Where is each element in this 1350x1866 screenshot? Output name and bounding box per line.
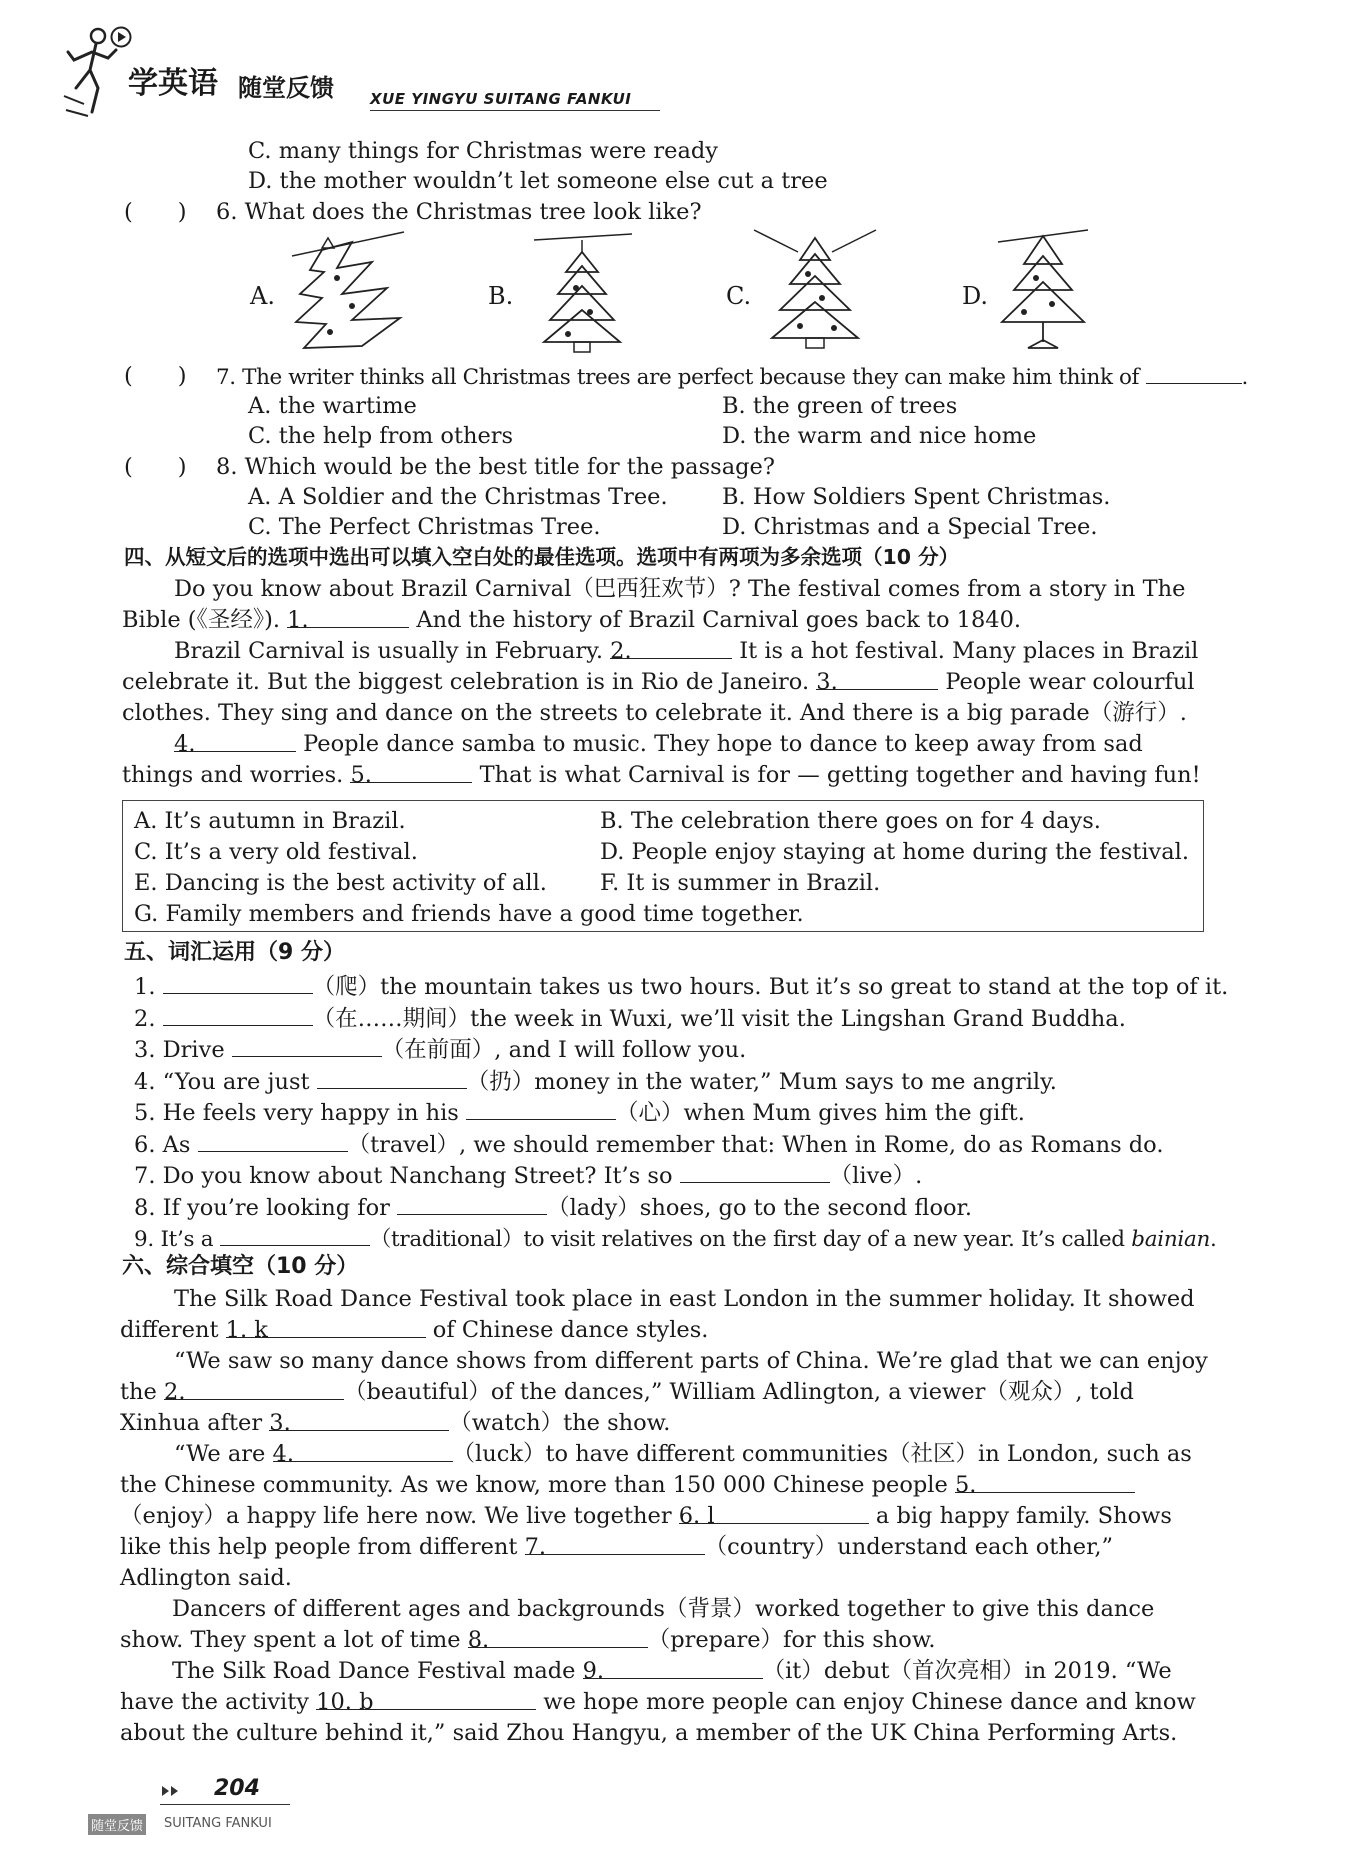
s5-answer-blank[interactable] xyxy=(232,1034,382,1057)
q8-option-b: B. How Soldiers Spent Christmas. xyxy=(722,484,1111,510)
s5-answer-blank[interactable] xyxy=(317,1066,467,1089)
section5-heading: 五、词汇运用（9 分） xyxy=(124,940,345,965)
s5-item-suffix: （心）when Mum gives him the gift. xyxy=(616,1100,1025,1126)
q8-option-a: A. A Soldier and the Christmas Tree. xyxy=(248,484,668,510)
q6-paren: ( ) xyxy=(124,199,187,225)
s5-item-prefix: 5. He feels very happy in his xyxy=(134,1100,467,1126)
s4-text: It is a hot festival. Many places in Brazil xyxy=(732,638,1199,664)
s4-option-b: B. The celebration there goes on for 4 days. xyxy=(600,808,1101,834)
blank-number: 9. xyxy=(582,1658,605,1684)
s6-line8 xyxy=(120,1501,1172,1531)
q7-stem-text: 7. The writer thinks all Christmas trees are perfect because they can make him think of xyxy=(216,365,1140,390)
s6-line7 xyxy=(120,1470,1135,1500)
blank-number: 3. xyxy=(816,669,838,695)
s5-item-prefix: 2. xyxy=(134,1005,163,1032)
s6-text: a big happy family. Shows xyxy=(868,1503,1172,1529)
s5-item xyxy=(134,1003,1126,1034)
s4-p1-line2 xyxy=(122,605,1021,635)
s5-item xyxy=(134,1097,1025,1128)
s6-blank-4[interactable] xyxy=(272,1439,453,1467)
s5-item-prefix: 9. It’s a xyxy=(134,1227,220,1252)
s4-blank-1[interactable] xyxy=(287,605,409,633)
s5-italic-term: bainian xyxy=(1131,1227,1211,1252)
s6-blank-3[interactable] xyxy=(269,1408,449,1436)
q8-paren: ( ) xyxy=(124,454,187,480)
s5-item xyxy=(134,1129,1163,1160)
s6-text: （country）understand each other,” xyxy=(704,1534,1114,1560)
s6-text: （beautiful）of the dances,” William Adlington, a viewer（观众）, told xyxy=(344,1379,1134,1405)
s5-item-suffix: （travel）, we should remember that: When in Rome, do as Romans do. xyxy=(347,1131,1164,1158)
s5-answer-blank[interactable] xyxy=(397,1192,547,1215)
s6-text: the Chinese community. As we know, more than 150 000 Chinese people xyxy=(120,1472,955,1498)
s5-answer-blank[interactable] xyxy=(198,1129,348,1152)
christmas-tree-c-icon xyxy=(750,224,880,359)
s5-item-prefix: 4. “You are just xyxy=(134,1068,317,1095)
s6-blank-1[interactable] xyxy=(225,1315,426,1343)
q7-option-a: A. the wartime xyxy=(248,393,417,419)
s5-answer-blank[interactable] xyxy=(163,1003,313,1026)
s4-text: That is what Carnival is for — getting together and having fun! xyxy=(472,762,1201,788)
footer-label-en: SUITANG FANKUI xyxy=(164,1816,272,1831)
s4-p1-line1: Do you know about Brazil Carnival（巴西狂欢节）? The festival comes from a story in The xyxy=(174,576,1186,602)
s4-text: things and worries. xyxy=(122,762,351,788)
s4-text: People dance samba to music. They hope to dance to keep away from sad xyxy=(296,731,1143,757)
s6-text: the xyxy=(120,1379,165,1405)
q7-paren: ( ) xyxy=(124,363,187,389)
s6-text: （watch）the show. xyxy=(449,1410,671,1436)
s6-line15: about the culture behind it,” said Zhou Hangyu, a member of the UK China Performing Arts. xyxy=(120,1720,1178,1746)
blank-number: 4. xyxy=(272,1441,294,1467)
s6-text: show. They spent a lot of time xyxy=(120,1627,468,1653)
s6-line3: “We saw so many dance shows from different parts of China. We’re glad that we can enjoy xyxy=(174,1348,1208,1374)
q7-stem-end: . xyxy=(1241,365,1248,390)
blank-number: 3. xyxy=(269,1410,291,1436)
s4-option-g: G. Family members and friends have a good time together. xyxy=(134,901,804,927)
s4-option-e: E. Dancing is the best activity of all. xyxy=(134,870,547,896)
s6-text: have the activity xyxy=(120,1689,317,1715)
s5-item-suffix: （爬）the mountain takes us two hours. But it’s so great to stand at the top of it. xyxy=(312,974,1229,1000)
blank-number: 1. k xyxy=(225,1317,268,1343)
s6-blank-6[interactable] xyxy=(678,1501,869,1529)
s6-blank-9[interactable] xyxy=(582,1656,763,1684)
tree-label-a: A. xyxy=(250,282,275,310)
s4-blank-3[interactable] xyxy=(816,667,938,695)
s5-answer-blank[interactable] xyxy=(163,971,313,994)
s5-item-suffix: （live）. xyxy=(829,1163,923,1189)
s4-option-c: C. It’s a very old festival. xyxy=(134,839,418,865)
s6-text: （luck）to have different communities（社区）in London, such as xyxy=(452,1441,1192,1467)
s4-text: And the history of Brazil Carnival goes back to 1840. xyxy=(409,607,1022,633)
section6-heading: 六、综合填空（10 分） xyxy=(122,1254,359,1279)
s4-option-d: D. People enjoy staying at home during the festival. xyxy=(600,839,1189,865)
s5-item xyxy=(134,1223,1217,1255)
s6-line10: Adlington said. xyxy=(120,1565,292,1591)
s4-option-a: A. It’s autumn in Brazil. xyxy=(134,808,406,834)
s5-item-prefix: 1. xyxy=(134,974,163,1000)
s5-item xyxy=(134,1192,972,1223)
s4-p2-line3: clothes. They sing and dance on the streets to celebrate it. And there is a big parade（游行）. xyxy=(122,700,1187,726)
s6-text: The Silk Road Dance Festival made xyxy=(172,1658,583,1684)
s5-item xyxy=(134,1160,922,1191)
s4-blank-2[interactable] xyxy=(610,636,732,664)
header-title: 学英语 xyxy=(128,66,218,101)
s6-text: of Chinese dance styles. xyxy=(425,1317,709,1343)
s6-text: （it）debut（首次亮相）in 2019. “We xyxy=(762,1658,1172,1684)
s5-answer-blank[interactable] xyxy=(466,1097,616,1120)
s6-text: （enjoy）a happy life here now. We live together xyxy=(120,1503,679,1529)
q7-stem xyxy=(216,361,1248,393)
s4-p3-line1 xyxy=(174,729,1143,759)
s6-text: （prepare）for this show. xyxy=(647,1627,936,1653)
s6-line9 xyxy=(120,1532,1113,1562)
s5-item-end: . xyxy=(1210,1227,1217,1252)
s5-item-prefix: 3. Drive xyxy=(134,1037,232,1063)
s6-text: like this help people from different xyxy=(120,1534,525,1560)
blank-number: 7. xyxy=(524,1534,547,1560)
page-number: 204 xyxy=(214,1776,260,1801)
q6-stem: 6. What does the Christmas tree look like? xyxy=(216,199,702,225)
s6-text: “We are xyxy=(174,1441,273,1467)
blank-number: 2. xyxy=(164,1379,186,1405)
christmas-tree-a-icon xyxy=(282,228,412,358)
s5-item xyxy=(134,1034,746,1065)
q7-option-d: D. the warm and nice home xyxy=(722,423,1037,449)
s5-item-prefix: 6. As xyxy=(134,1131,198,1158)
s4-text: Bible (《圣经》). xyxy=(122,607,288,633)
tree-label-b: B. xyxy=(488,282,514,310)
s4-text: Brazil Carnival is usually in February. xyxy=(174,638,611,664)
s4-text: People wear colourful xyxy=(938,669,1195,695)
q8-stem: 8. Which would be the best title for the passage? xyxy=(216,454,775,480)
s4-p2-line1 xyxy=(174,636,1198,666)
blank-number: 8. xyxy=(467,1627,490,1653)
s6-line13 xyxy=(172,1656,1172,1686)
footer-rule xyxy=(160,1804,290,1805)
blank-number: 4. xyxy=(174,731,196,757)
tree-label-c: C. xyxy=(726,282,752,310)
s6-line6 xyxy=(174,1439,1192,1469)
q8-option-c: C. The Perfect Christmas Tree. xyxy=(248,514,601,540)
s6-line14 xyxy=(120,1687,1196,1717)
footer-label-cn: 随堂反馈 xyxy=(88,1814,146,1835)
blank-number: 5. xyxy=(954,1472,977,1498)
play-icon xyxy=(110,26,132,48)
s5-item-suffix: （traditional）to visit relatives on the first day of a new year. It’s called xyxy=(369,1227,1132,1252)
s6-blank-8[interactable] xyxy=(467,1625,648,1653)
q7-option-c: C. the help from others xyxy=(248,423,514,449)
tree-label-d: D. xyxy=(962,282,989,310)
q8-option-d: D. Christmas and a Special Tree. xyxy=(722,514,1098,540)
s6-text: different xyxy=(120,1317,226,1343)
s5-item-suffix: （在前面）, and I will follow you. xyxy=(381,1037,747,1063)
christmas-tree-b-icon xyxy=(528,228,638,358)
s4-p3-line2 xyxy=(122,760,1201,790)
s5-item xyxy=(134,1066,1057,1097)
s6-line5 xyxy=(120,1408,670,1438)
s6-line1: The Silk Road Dance Festival took place in east London in the summer holiday. It showed xyxy=(174,1286,1195,1312)
header-subtitle-en: XUE YINGYU SUITANG FANKUI xyxy=(370,90,632,108)
s6-line12 xyxy=(120,1625,936,1655)
q7-answer-blank[interactable] xyxy=(1146,361,1242,384)
s4-option-f: F. It is summer in Brazil. xyxy=(600,870,881,896)
s5-answer-blank[interactable] xyxy=(220,1223,370,1246)
q7-option-b: B. the green of trees xyxy=(722,393,958,419)
double-arrow-icon xyxy=(160,1784,182,1798)
s5-item-prefix: 8. If you’re looking for xyxy=(134,1194,398,1221)
blank-number: 2. xyxy=(610,638,632,664)
blank-number: 5. xyxy=(350,762,372,788)
s5-item-suffix: （扔）money in the water,” Mum says to me angrily. xyxy=(466,1068,1057,1095)
header-rule xyxy=(370,110,660,111)
s5-item-suffix: （在……期间）the week in Wuxi, we’ll visit the Lingshan Grand Buddha. xyxy=(312,1005,1126,1032)
s5-item-suffix: （lady）shoes, go to the second floor. xyxy=(547,1194,972,1221)
q5-option-d: D. the mother wouldn’t let someone else cut a tree xyxy=(248,168,828,194)
q5-option-c: C. many things for Christmas were ready xyxy=(248,138,719,164)
s6-blank-10[interactable] xyxy=(316,1687,536,1715)
s6-line4 xyxy=(120,1377,1134,1407)
s5-answer-blank[interactable] xyxy=(680,1160,830,1183)
s4-text: celebrate it. But the biggest celebration is in Rio de Janeiro. xyxy=(122,669,817,695)
s6-blank-5[interactable] xyxy=(954,1470,1135,1498)
header-subtitle-cn: 随堂反馈 xyxy=(238,74,334,102)
s4-blank-5[interactable] xyxy=(350,760,472,788)
s6-blank-2[interactable] xyxy=(164,1377,344,1405)
s6-line2 xyxy=(120,1315,708,1345)
s4-blank-4[interactable] xyxy=(174,729,296,757)
blank-number: 6. l xyxy=(678,1503,715,1529)
blank-number: 10. b xyxy=(316,1689,374,1715)
s4-p2-line2 xyxy=(122,667,1195,697)
s6-text: Xinhua after xyxy=(120,1410,270,1436)
s5-item-prefix: 7. Do you know about Nanchang Street? It’s so xyxy=(134,1163,680,1189)
s6-text: we hope more people can enjoy Chinese dance and know xyxy=(536,1689,1196,1715)
section4-heading: 四、从短文后的选项中选出可以填入空白处的最佳选项。选项中有两项为多余选项（10 分） xyxy=(124,545,960,569)
s6-blank-7[interactable] xyxy=(524,1532,705,1560)
christmas-tree-d-icon xyxy=(988,224,1098,359)
s6-line11: Dancers of different ages and backgrounds（背景）worked together to give this dance xyxy=(172,1596,1155,1622)
blank-number: 1. xyxy=(287,607,309,633)
s5-item xyxy=(134,971,1228,1002)
